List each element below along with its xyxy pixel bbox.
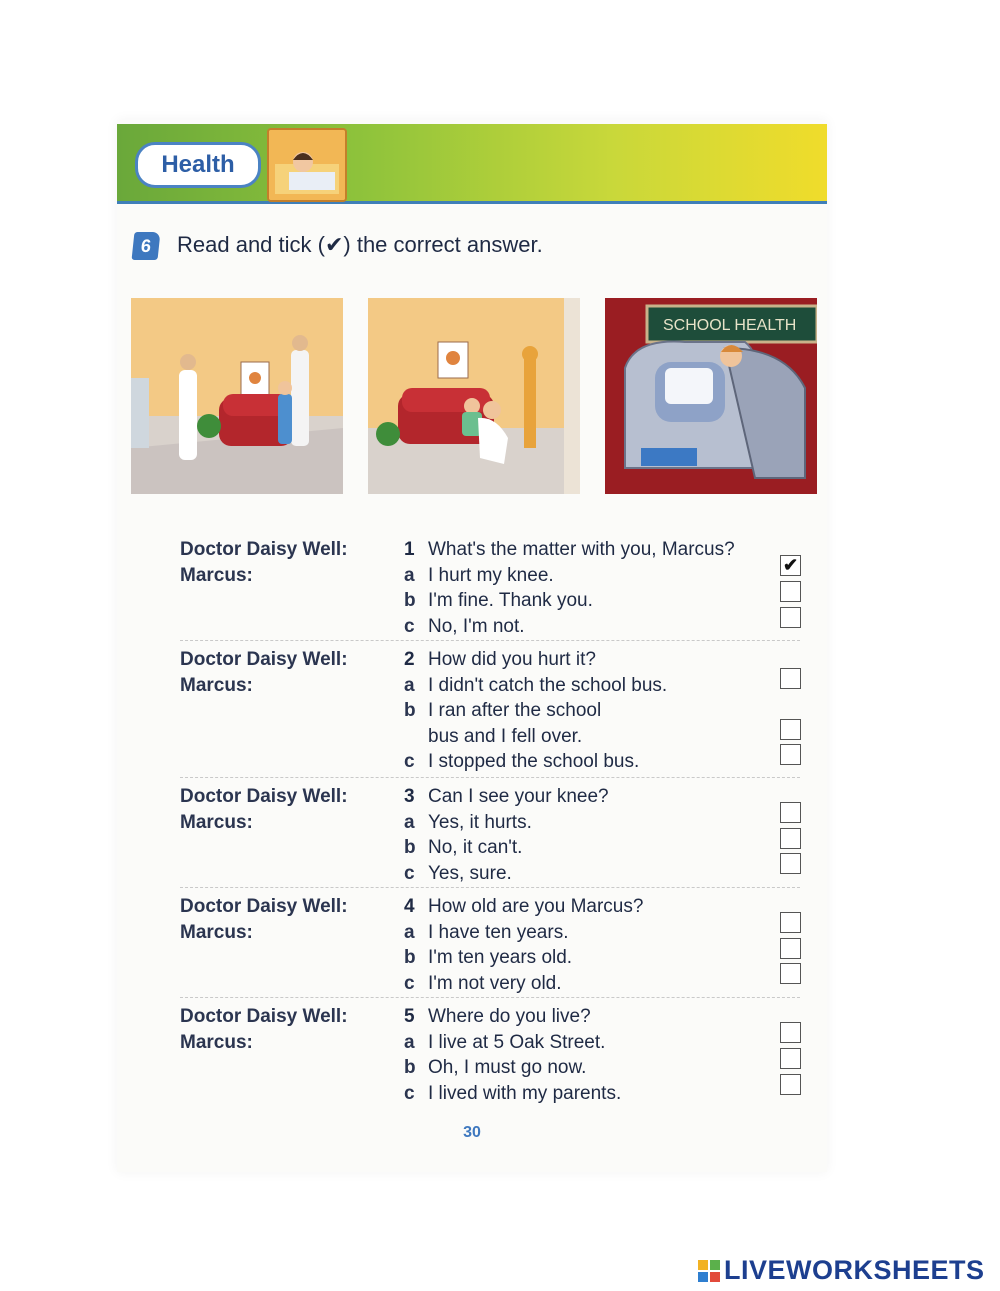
answer-checkbox[interactable] <box>780 1074 801 1095</box>
answer-checkbox[interactable] <box>780 802 801 823</box>
answer-checkbox[interactable] <box>780 744 801 765</box>
question-number: 4 <box>404 896 415 917</box>
question-text: What's the matter with you, Marcus? <box>428 539 735 560</box>
answer-checkbox[interactable] <box>780 607 801 628</box>
option-text: I live at 5 Oak Street. <box>428 1031 606 1053</box>
brand-name: LIVEWORKSHEETS <box>724 1255 985 1285</box>
section-divider <box>180 640 800 641</box>
option-text: I hurt my knee. <box>428 564 554 586</box>
option-letter: a <box>404 1031 415 1053</box>
answer-checkbox[interactable] <box>780 938 801 959</box>
speaker-doctor: Doctor Daisy Well: <box>180 896 348 917</box>
option-text: Yes, it hurts. <box>428 811 532 833</box>
speaker-marcus: Marcus: <box>180 564 253 586</box>
section-divider <box>180 997 800 998</box>
option-text: Yes, sure. <box>428 862 512 884</box>
option-text: I'm fine. Thank you. <box>428 590 593 611</box>
option-text: No, I'm not. <box>428 615 525 637</box>
speaker-marcus: Marcus: <box>180 921 253 943</box>
option-letter: b <box>404 947 416 968</box>
sick-child-illustration <box>267 128 347 202</box>
option-text: I lived with my parents. <box>428 1082 622 1104</box>
section-header <box>117 124 827 204</box>
option-letter: b <box>404 837 416 858</box>
answer-checkbox[interactable] <box>780 963 801 984</box>
section-title: Health <box>135 142 261 188</box>
speaker-doctor: Doctor Daisy Well: <box>180 649 348 670</box>
question-text: Can I see your knee? <box>428 786 609 807</box>
option-text: Oh, I must go now. <box>428 1057 587 1078</box>
option-letter: c <box>404 862 415 884</box>
option-letter: c <box>404 972 415 994</box>
option-letter: a <box>404 674 415 696</box>
option-letter: a <box>404 811 415 833</box>
option-text: I didn't catch the school bus. <box>428 674 668 696</box>
liveworksheets-icon <box>698 1260 720 1282</box>
answer-checkbox[interactable]: ✔ <box>780 555 801 576</box>
answer-checkbox[interactable] <box>780 828 801 849</box>
speaker-marcus: Marcus: <box>180 1031 253 1053</box>
speaker-doctor: Doctor Daisy Well: <box>180 786 348 807</box>
option-text: I stopped the school bus. <box>428 751 640 772</box>
speaker-doctor: Doctor Daisy Well: <box>180 1006 348 1027</box>
option-text: I have ten years. <box>428 921 569 943</box>
task-instruction: Read and tick (✔) the correct answer. <box>177 232 543 257</box>
option-letter: c <box>404 615 415 637</box>
question-number: 5 <box>404 1006 415 1027</box>
section-divider <box>180 777 800 778</box>
question-text: How did you hurt it? <box>428 649 596 670</box>
doctor-office-scene <box>131 298 343 494</box>
option-letter: a <box>404 921 415 943</box>
option-text: No, it can't. <box>428 837 523 858</box>
school-health-computer-scene <box>605 298 817 494</box>
option-letter: b <box>404 700 416 721</box>
option-text: I ran after the school <box>428 700 602 721</box>
option-letter: a <box>404 564 415 586</box>
answer-checkbox[interactable] <box>780 912 801 933</box>
answer-checkbox[interactable] <box>780 719 801 740</box>
question-number: 3 <box>404 786 415 807</box>
page-number: 30 <box>463 1124 481 1141</box>
speaker-marcus: Marcus: <box>180 811 253 833</box>
task-number-badge: 6 <box>132 232 161 260</box>
brand-logo <box>698 1255 985 1286</box>
option-text: I'm ten years old. <box>428 947 573 968</box>
question-text: How old are you Marcus? <box>428 896 644 917</box>
speaker-marcus: Marcus: <box>180 674 253 696</box>
answer-checkbox[interactable] <box>780 668 801 689</box>
option-letter: c <box>404 1082 415 1104</box>
doctor-checking-knee-scene <box>368 298 580 494</box>
answer-checkbox[interactable] <box>780 581 801 602</box>
option-text-continued: bus and I fell over. <box>428 725 583 747</box>
section-divider <box>180 887 800 888</box>
question-number: 2 <box>404 649 415 670</box>
answer-checkbox[interactable] <box>780 853 801 874</box>
option-letter: b <box>404 590 416 611</box>
answer-checkbox[interactable] <box>780 1048 801 1069</box>
option-text: I'm not very old. <box>428 972 562 994</box>
answer-checkbox[interactable] <box>780 1022 801 1043</box>
option-letter: b <box>404 1057 416 1078</box>
question-number: 1 <box>404 539 415 560</box>
question-text: Where do you live? <box>428 1006 591 1027</box>
school-health-sign: SCHOOL HEALTH <box>663 317 797 334</box>
option-letter: c <box>404 751 415 772</box>
speaker-doctor: Doctor Daisy Well: <box>180 539 348 560</box>
